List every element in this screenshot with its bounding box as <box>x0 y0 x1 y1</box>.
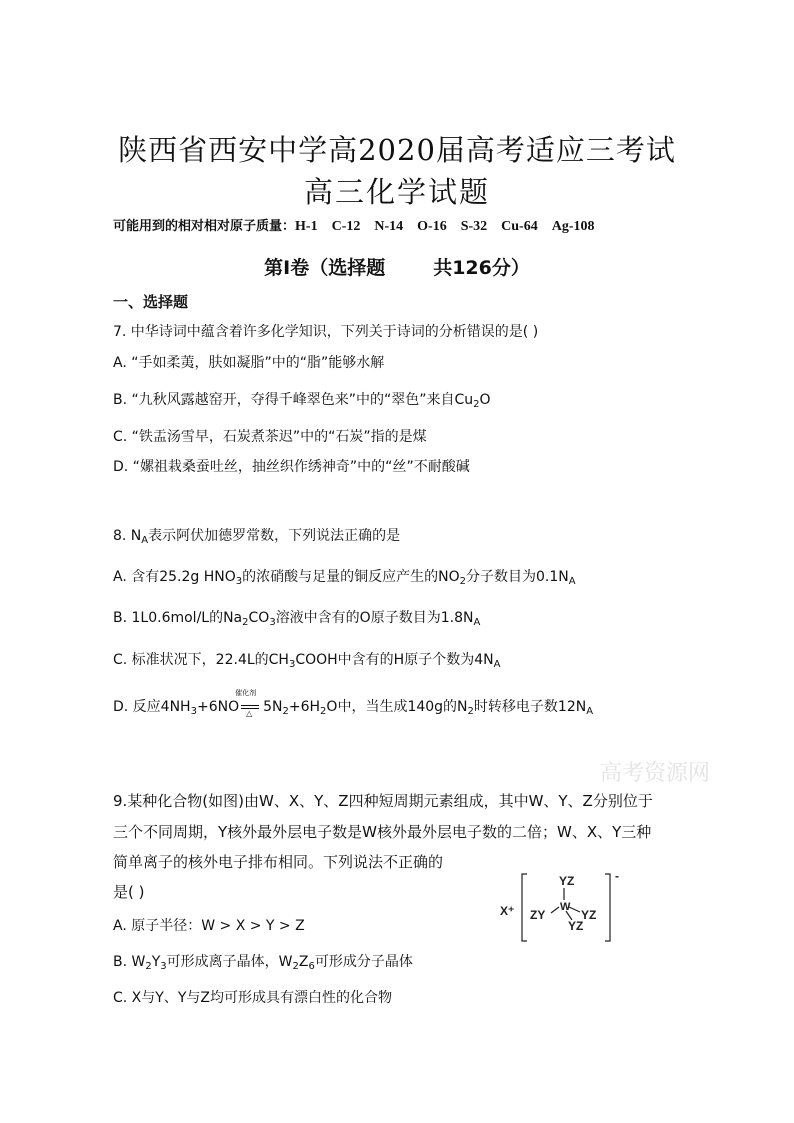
q7-option-a: A. “手如柔荑，肤如凝脂”中的“脂”能够水解 <box>113 355 385 371</box>
atomic-masses-label: 可能用到的相对相对原子质量： <box>113 219 296 234</box>
cation-label: X⁺ <box>500 904 515 918</box>
volume-heading-right: 共126分） <box>433 257 530 279</box>
q8-option-b: B. 1L0.6mol/L的$Na_2CO_3$溶液中含有的O原子数目为$1.8N_A$ <box>113 610 481 628</box>
q7-option-b: B. “九秋风露越窑开，夺得千峰翠色来”中的“翠色”来自$Cu_2O$ <box>113 392 491 410</box>
q9-stem-line-1: 9.某种化合物(如图)由W、X、Y、Z四种短周期元素组成，其中W、Y、Z分别位于 <box>113 792 653 810</box>
volume-heading <box>0 253 794 280</box>
atomic-masses <box>113 215 595 235</box>
atomic-mass-item: O-16 <box>417 219 447 234</box>
bond-right <box>569 907 580 912</box>
title-line-2: 高三化学试题 <box>303 175 490 209</box>
atomic-mass-item: H-1 <box>295 219 318 234</box>
q7-option-c: C. “铁盂汤雪早，石炭煮茶迟”中的“石炭”指的是煤 <box>113 429 427 445</box>
atomic-mass-item: Cu-64 <box>501 219 538 234</box>
central-atom: W <box>560 901 571 913</box>
ligand-right: YZ <box>581 908 597 922</box>
q9-option-b: B. $W_2Y_3$可形成离子晶体，$W_2Z_6$可形成分子晶体 <box>113 954 413 972</box>
q9-stem-line-3: 简单离子的核外电子排布相同。下列说法不正确的 <box>113 853 444 871</box>
atomic-mass-item: C-12 <box>331 219 361 234</box>
compound-structure-diagram <box>498 868 628 948</box>
bond-left <box>551 907 559 913</box>
q7-stem: 7. 中华诗词中蕴含着许多化学知识，下列关于诗词的分析错误的是( ) <box>113 324 539 340</box>
q8-stem: 8. $N_A$表示阿伏加德罗常数，下列说法正确的是 <box>113 528 401 546</box>
anion-charge: - <box>615 869 619 883</box>
ligand-bottom: YZ <box>568 919 584 933</box>
volume-heading-left: 第Ⅰ卷（选择题 <box>264 257 386 279</box>
atomic-mass-item: N-14 <box>374 219 404 234</box>
q8-option-c: C. 标准状况下，22.4L的$CH_3COOH$中含有的H原子个数为$4N_A$ <box>113 652 501 670</box>
q8-option-d: D. 反应$4NH_3+6NO$ 催化剂 △ $5N_2+6H_2O$中，当生成140g的$N_2$时转移电子数$12N_A$ <box>113 689 594 718</box>
atomic-mass-item: Ag-108 <box>551 219 595 234</box>
q7-option-d: D. “嫘祖栽桑蚕吐丝，抽丝织作绣神奇”中的“丝”不耐酸碱 <box>113 459 470 475</box>
section-heading: 一、选择题 <box>113 293 189 311</box>
ligand-left: ZY <box>530 908 546 922</box>
title-line-1: 陕西省西安中学高2020届高考适应三考试 <box>118 133 676 167</box>
ligand-top: YZ <box>559 874 575 888</box>
q9-stem-line-4: 是( ) <box>113 883 145 901</box>
heat-symbol: △ <box>246 709 253 718</box>
catalyst-arrow-icon <box>235 689 263 718</box>
q9-option-a: A. 原子半径：W > X > Y > Z <box>113 918 305 934</box>
watermark: 高考资源网 <box>600 761 711 786</box>
q9-option-c: C. X与Y、Y与Z均可形成具有漂白性的化合物 <box>113 990 392 1006</box>
atomic-mass-item: S-32 <box>460 219 488 234</box>
left-bracket <box>522 874 527 941</box>
right-bracket <box>605 874 610 941</box>
catalyst-label: 催化剂 <box>235 689 257 697</box>
q8-option-a: A. 含有25.2g $HNO_3$的浓硝酸与足量的铜反应产生的$NO_2$分子数目为$0.1N_A$ <box>113 569 576 587</box>
q9-stem-line-2: 三个不同周期，Y核外最外层电子数是W核外最外层电子数的二倍；W、X、Y三种 <box>113 823 652 841</box>
